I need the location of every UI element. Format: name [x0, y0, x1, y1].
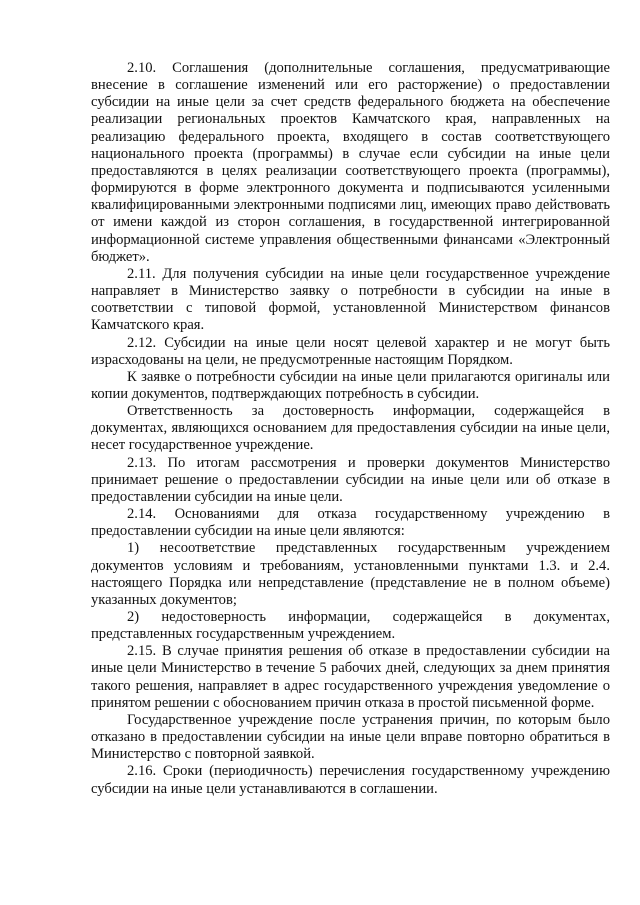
- paragraph-2-16: 2.16. Сроки (периодичность) перечисления государственному учреждению субсидии на иные цели устанавливаются в соглашении.: [91, 763, 610, 797]
- paragraph-2-15: 2.15. В случае принятия решения об отказе в предоставлении субсидии на иные цели Министерство в течение 5 рабочих дней, следующих за днем принятия такого решения, направляет в адрес государственного учреждения уведомление о принятом решении с обоснованием причин отказа в простой письменной форме.: [91, 643, 610, 711]
- paragraph-2-11: 2.11. Для получения субсидии на иные цели государственное учреждение направляет в Министерство заявку о потребности в субсидии на иные в соответствии с типовой формой, установленной Министерством финансов Камчатского края.: [91, 265, 610, 334]
- paragraph-repeat-application: Государственное учреждение после устранения причин, по которым было отказано в предоставлении субсидии на иные цели вправе повторно обратиться в Министерство с повторной заявкой.: [91, 711, 610, 763]
- paragraph-2-10: 2.10. Соглашения (дополнительные соглашения, предусматривающие внесение в соглашение изменений или его расторжение) о предоставлении субсидии на иные цели за счет средств федерального бюджета на обеспечение реализации региональных проектов Камчатского края, направленных на реализацию федерального проекта, входящего в состав соответствующего национального проекта (программы) в случае если субсидии на иные цели предоставляются в целях реализации соответствующего проекта (программы), формируются в форме электронного документа и подписываются усиленными квалифицированными электронными подписями лиц, имеющих право действовать от имени каждой из сторон соглашения, в государственной интегрированной информационной системе управления общественными финансами «Электронный бюджет».: [91, 60, 610, 265]
- paragraph-2-13: 2.13. По итогам рассмотрения и проверки документов Министерство принимает решение о предоставлении субсидии на иные цели или об отказе в предоставлении субсидии на иные цели.: [91, 454, 610, 505]
- paragraph-2-12: 2.12. Субсидии на иные цели носят целевой характер и не могут быть израсходованы на цели, не предусмотренные настоящим Порядком.: [91, 334, 610, 368]
- document-page: [91, 60, 610, 798]
- paragraph-application-attachments: К заявке о потребности субсидии на иные цели прилагаются оригиналы или копии документов, подтверждающих потребность в субсидии.: [91, 368, 610, 402]
- paragraph-responsibility: Ответственность за достоверность информации, содержащейся в документах, являющихся основанием для предоставления субсидии на иные цели, несет государственное учреждение.: [91, 403, 610, 454]
- paragraph-2-14: 2.14. Основаниями для отказа государственному учреждению в предоставлении субсидии на иные цели являются:: [91, 506, 610, 540]
- list-item-2: 2) недостоверность информации, содержащейся в документах, представленных государственным учреждением.: [91, 609, 610, 643]
- list-item-1: 1) несоответствие представленных государственным учреждением документов условиям и требованиям, установленными пунктами 1.3. и 2.4. настоящего Порядка или непредставление (представление не в полном объеме) указанных документов;: [91, 540, 610, 608]
